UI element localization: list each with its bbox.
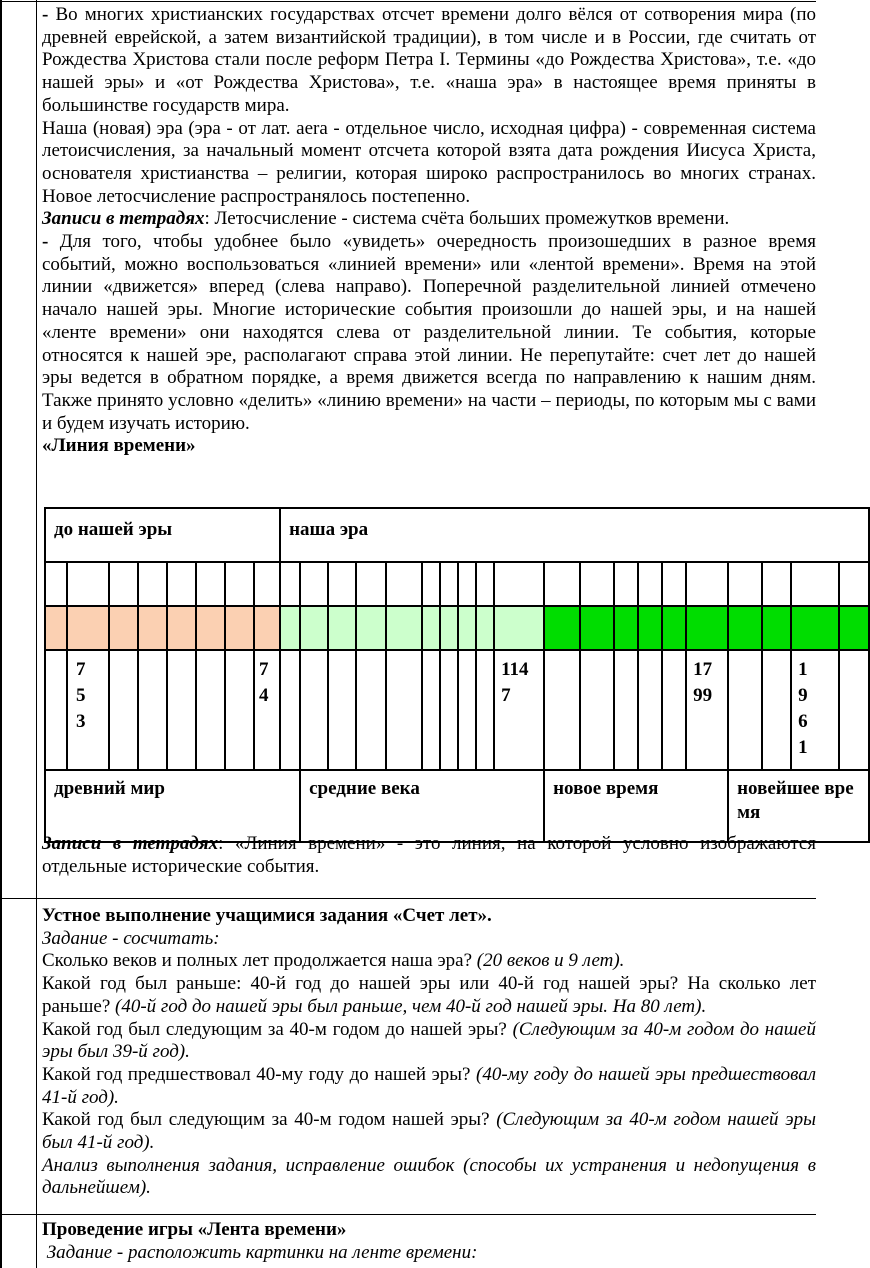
timeline-title: «Линия времени» [42,435,196,457]
notebook-note-1: Записи в тетрадях: Летосчисление - система счёта больших промежутков времени. [42,208,730,230]
analysis-text: Анализ выполнения задания, исправление ошибок (способы их устранения и недопущения в дальнейшем). [42,1154,816,1199]
section-2-task: Задание - сосчитать: [42,927,220,949]
timeline-color-band [45,606,869,650]
period-ancient: древний мир [45,770,300,842]
section-3-title: Проведение игры «Лента времени» [42,1219,347,1240]
timeline-empty-row [45,562,869,606]
timeline-year-row [45,650,869,770]
row-divider-1 [0,898,816,899]
question-4: Какой год предшествовал 40-му году до нашей эры? (40-му году до нашей эры предшествовал 41-й год). [42,1063,816,1108]
row-divider-2 [0,1214,816,1215]
notes-label: Записи в тетрадях [42,208,205,230]
section-2-title: Устное выполнение учащимися задания «Счет лет». [42,905,492,926]
question-1: Сколько веков и полных лет продолжается наша эра? (20 веков и 9 лет). [42,950,625,972]
year-753: 7 5 3 [67,650,109,770]
bce-label: до нашей эры [45,508,280,562]
year-74: 7 4 [254,650,280,770]
lesson-section-2 [42,905,816,1200]
notes-label-2: Записи в тетрадях [42,833,219,854]
paragraph-common-era: Наша (новая) эра (эра - от лат. aera - отдельное число, исходная цифра) - современная система летоисчисления, за начальный момент отсчета которой взята дата рождения Иисуса Христа, основателя христианства – религии, которая широко распространилось во многих странах. Новое летосчисление распространялось постепенно. [42,117,816,207]
ce-label: наша эра [280,508,869,562]
question-5: Какой год был следующим за 40-м годом нашей эры? (Следующим за 40-м годом нашей эры был 41-й год). [42,1109,816,1154]
table-border-top [0,1,816,2]
table-border-left [0,0,2,1268]
question-2: Какой год был раньше: 40-й год до нашей эры или 40-й год нашей эры? На сколько лет раньше? (40-й год до нашей эры был раньше, чем 40-й год нашей эры. На 80 лет). [42,973,816,1017]
period-contemporary: новейшее время [728,770,869,842]
timeline-periods-row [45,770,869,842]
question-3: Какой год был следующим за 40-м годом до нашей эры? (Следующим за 40-м годом до нашей эры был 39-й год). [42,1018,816,1063]
paragraph-timeline-explanation: - Для того, чтобы удобнее было «увидеть» очередность произошедших в разное время событий, можно воспользоваться «линией времени» или «лентой времени». Время на этой линии «движется» вперед (слева направо). Поперечной разделительной линией отмечено начало нашей эры. Многие исторические события произошли до нашей эры, и на нашей «ленте времени» они находятся слева от разделительной линии. Те события, которые относятся к нашей эре, располагают справа этой линии. Не перепутайте: счет лет до нашей эры ведется в обратном порядке, а время движется всегда по направлению к нашим дням. Также принято условно «делить» «линию времени» на части – периоды, по которым мы с вами и будем изучать историю. [42,231,816,434]
year-1961: 1 9 6 1 [791,650,839,770]
period-modern: новое время [544,770,728,842]
year-1799: 17 99 [686,650,728,770]
period-medieval: средние века [300,770,544,842]
lesson-section-1 [42,4,816,458]
notebook-note-2: Записи в тетрадях: «Линия времени» - это линия, на которой условно изображаются отдельные исторические события. [42,833,816,877]
section-3-task: Задание - расположить картинки на ленте времени: [42,1241,478,1263]
paragraph-chronology: - Во многих христианских государствах отсчет времени долго вёлся от сотворения мира (по древней еврейской, а затем византийской традиции), в том числе и в России, где считать от Рождества Христова стали после реформ Петра I. Термины «до Рождества Христова», т.е. «до нашей эры» и «от Рождества Христова», т.е. «наша эра» в настоящее время приняты в большинстве государств мира. [42,4,816,116]
timeline-table [44,507,870,843]
table-column-divider [36,0,37,1268]
lesson-section-3 [42,1219,816,1264]
year-1147: 114 7 [494,650,544,770]
